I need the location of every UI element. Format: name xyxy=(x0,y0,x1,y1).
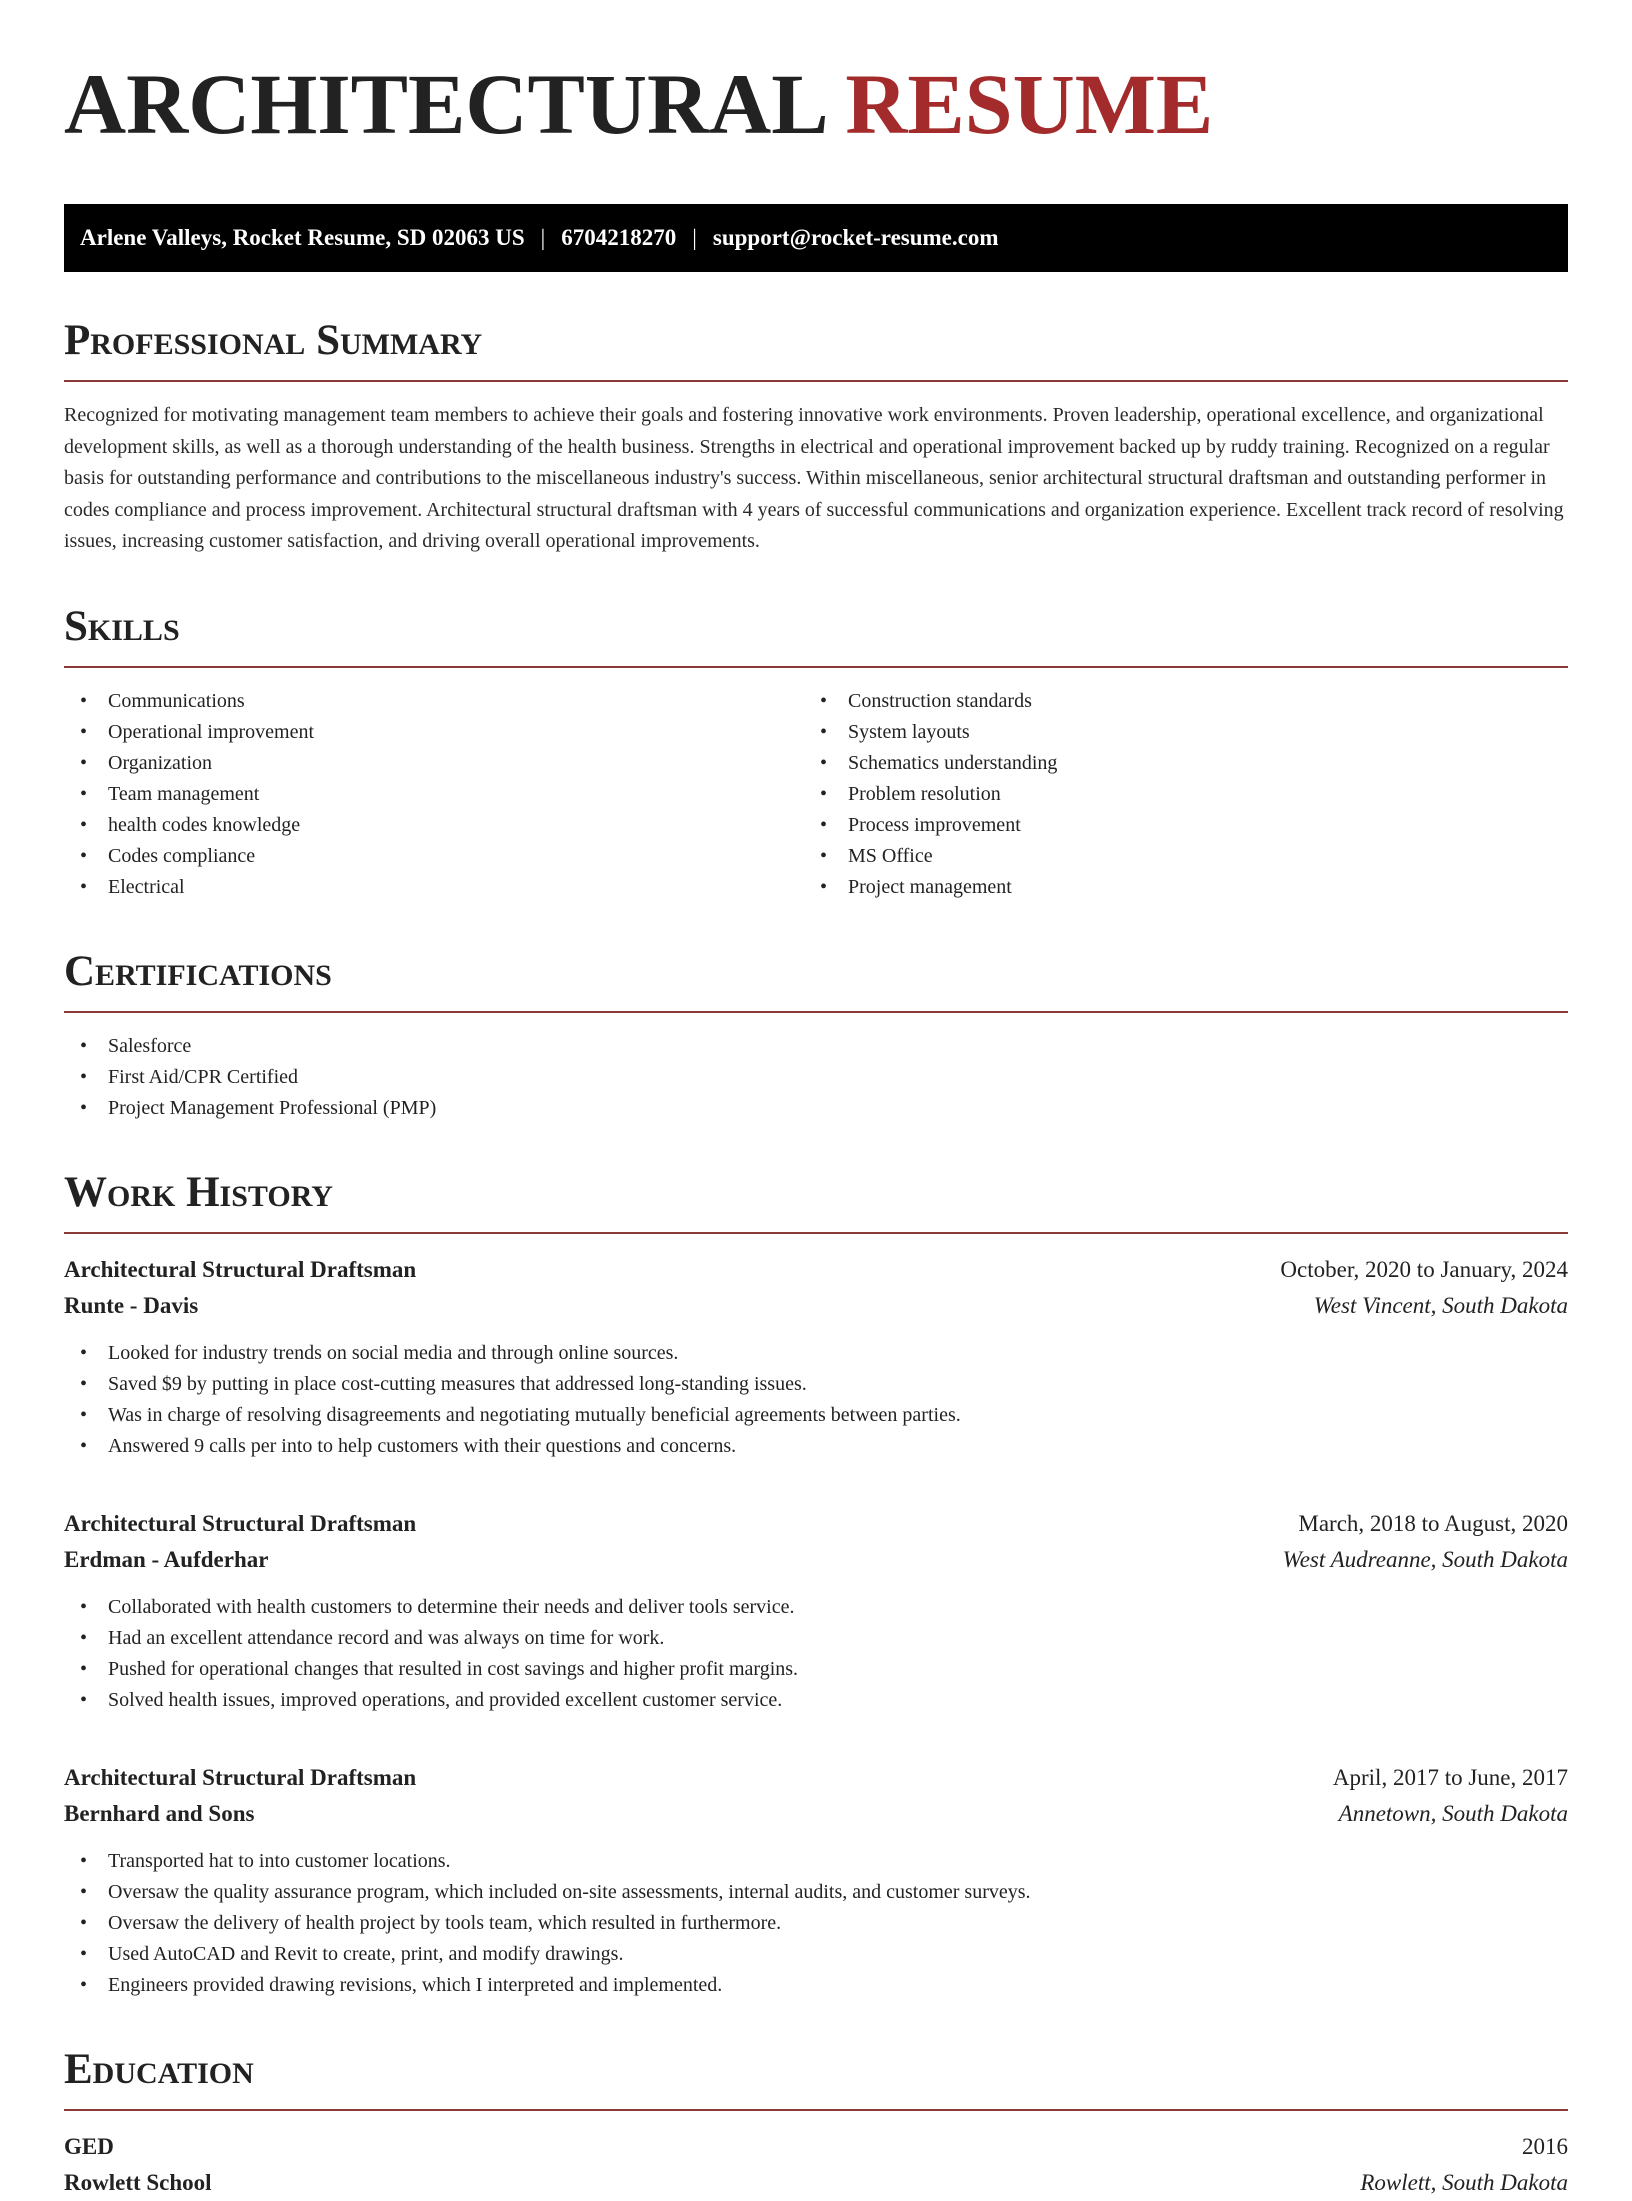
skill-item: • Process improvement xyxy=(804,810,1544,841)
job-entry xyxy=(64,1760,1568,2001)
skill-item: • health codes knowledge xyxy=(64,810,804,841)
summary-section xyxy=(64,316,1568,558)
skill-item: • Construction standards xyxy=(804,686,1544,717)
job-bullet: • Used AutoCAD and Revit to create, print, and modify drawings. xyxy=(64,1939,1568,1970)
contact-separator: | xyxy=(540,225,546,250)
contact-phone[interactable]: 6704218270 xyxy=(561,225,677,250)
title-accent: RESUME xyxy=(845,56,1214,152)
job-header-row xyxy=(64,1760,1568,1796)
skill-item: • Organization xyxy=(64,748,804,779)
job-bullet: • Engineers provided drawing revisions, which I interpreted and implemented. xyxy=(64,1970,1568,2001)
certification-item: • Project Management Professional (PMP) xyxy=(64,1093,1568,1124)
skill-item: • Electrical xyxy=(64,872,804,903)
job-bullet: • Saved $9 by putting in place cost-cutting measures that addressed long-standing issues. xyxy=(64,1369,1568,1400)
skill-item: • Project management xyxy=(804,872,1544,903)
skill-item: • System layouts xyxy=(804,717,1544,748)
title-main: ARCHITECTURAL xyxy=(64,56,824,152)
education-entry xyxy=(64,2129,1568,2201)
skill-item: • Schematics understanding xyxy=(804,748,1544,779)
job-bullet: • Answered 9 calls per into to help customers with their questions and concerns. xyxy=(64,1431,1568,1462)
job-header-row xyxy=(64,1506,1568,1542)
education-section xyxy=(64,2045,1568,2201)
contact-bar xyxy=(64,204,1568,272)
certifications-heading: Certifications xyxy=(64,947,1568,1013)
work-history-section xyxy=(64,1168,1568,2001)
job-company-row xyxy=(64,1796,1568,1832)
resume-title xyxy=(64,52,1568,156)
job-bullet: • Was in charge of resolving disagreements and negotiating mutually beneficial agreements between parties. xyxy=(64,1400,1568,1431)
skill-item: • Operational improvement xyxy=(64,717,804,748)
skills-list-right xyxy=(804,686,1544,903)
job-bullet: • Oversaw the quality assurance program, which included on-site assessments, internal audits, and customer surveys. xyxy=(64,1877,1568,1908)
certifications-section xyxy=(64,947,1568,1124)
certification-item: • Salesforce xyxy=(64,1031,1568,1062)
job-bullet: • Oversaw the delivery of health project by tools team, which resulted in furthermore. xyxy=(64,1908,1568,1939)
job-title: Architectural Structural Draftsman xyxy=(64,1764,417,1790)
skill-item: • MS Office xyxy=(804,841,1544,872)
job-bullet: • Pushed for operational changes that resulted in cost savings and higher profit margins. xyxy=(64,1654,1568,1685)
job-bullet: • Collaborated with health customers to determine their needs and deliver tools service. xyxy=(64,1592,1568,1623)
certification-item: • First Aid/CPR Certified xyxy=(64,1062,1568,1093)
education-school: Rowlett School xyxy=(64,2169,212,2195)
skills-section xyxy=(64,602,1568,903)
work-history-heading: Work History xyxy=(64,1168,1568,1234)
job-company-row xyxy=(64,1288,1568,1324)
job-bullets xyxy=(64,1592,1568,1716)
job-title: Architectural Structural Draftsman xyxy=(64,1256,417,1282)
job-company: Erdman - Aufderhar xyxy=(64,1546,269,1572)
contact-email[interactable]: support@rocket-resume.com xyxy=(712,225,999,250)
education-degree-row xyxy=(64,2129,1568,2165)
job-company: Runte - Davis xyxy=(64,1292,199,1318)
contact-separator: | xyxy=(692,225,697,250)
job-bullet: • Looked for industry trends on social media and through online sources. xyxy=(64,1338,1568,1369)
summary-heading: Professional Summary xyxy=(64,316,1568,382)
job-bullet: • Had an excellent attendance record and was always on time for work. xyxy=(64,1623,1568,1654)
education-school-row xyxy=(64,2165,1568,2201)
skill-item: • Codes compliance xyxy=(64,841,804,872)
job-header-row xyxy=(64,1252,1568,1288)
job-entry xyxy=(64,1506,1568,1716)
job-title: Architectural Structural Draftsman xyxy=(64,1510,417,1536)
job-dates: March, 2018 to August, 2020 xyxy=(1298,1510,1568,1536)
job-dates: October, 2020 to January, 2024 xyxy=(1280,1256,1568,1282)
job-bullets xyxy=(64,1846,1568,2001)
job-bullet: • Solved health issues, improved operations, and provided excellent customer service. xyxy=(64,1685,1568,1716)
skill-item: • Team management xyxy=(64,779,804,810)
job-bullets xyxy=(64,1338,1568,1462)
job-location: West Vincent, South Dakota xyxy=(1313,1292,1568,1318)
certifications-list xyxy=(64,1031,1568,1124)
skills-grid xyxy=(64,686,1568,903)
education-year: 2016 xyxy=(1522,2133,1568,2159)
job-company: Bernhard and Sons xyxy=(64,1800,255,1826)
summary-text: Recognized for motivating management team members to achieve their goals and fostering innovative work environments. Proven leadership, operational excellence, and organizational development skills, as well as a thorough understanding of the health business. Strengths in electrical and operational improvement backed up by ruddy training. Recognized on a regular basis for outstanding performance and contributions to the miscellaneous industry's success. Within miscellaneous, senior architectural structural draftsman and outstanding performer in codes compliance and process improvement. Architectural structural draftsman with 4 years of successful communications and organization experience. Excellent track record of resolving issues, increasing customer satisfaction, and driving overall operational improvements. xyxy=(64,404,1564,552)
job-location: Annetown, South Dakota xyxy=(1338,1800,1568,1826)
education-degree: GED xyxy=(64,2133,114,2159)
skill-item: • Problem resolution xyxy=(804,779,1544,810)
education-location: Rowlett, South Dakota xyxy=(1360,2169,1568,2195)
skills-list-left xyxy=(64,686,804,903)
job-bullet: • Transported hat to into customer locations. xyxy=(64,1846,1568,1877)
skills-heading: Skills xyxy=(64,602,1568,668)
job-entry xyxy=(64,1252,1568,1462)
job-location: West Audreanne, South Dakota xyxy=(1282,1546,1568,1572)
education-heading: Education xyxy=(64,2045,1568,2111)
contact-address: Arlene Valleys, Rocket Resume, SD 02063 US xyxy=(80,225,525,250)
job-dates: April, 2017 to June, 2017 xyxy=(1332,1764,1568,1790)
skill-item: • Communications xyxy=(64,686,804,717)
job-company-row xyxy=(64,1542,1568,1578)
